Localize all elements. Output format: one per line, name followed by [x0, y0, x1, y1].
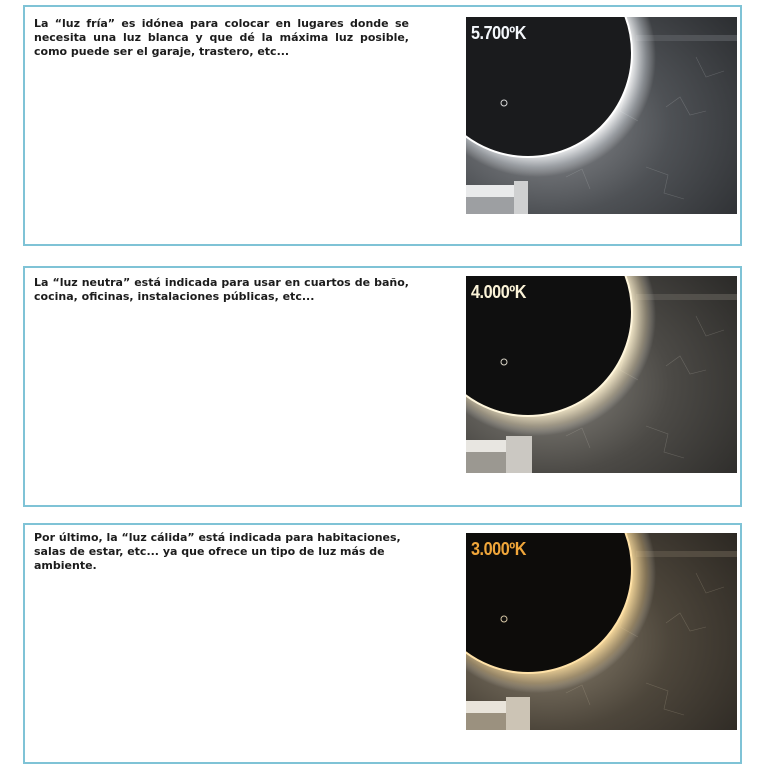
mirror-image: [466, 533, 737, 730]
card-description: La “luz neutra” está indicada para usar en cuartos de baño, cocina, oficinas, instalaciones públicas, etc...: [34, 276, 409, 303]
mirror-photo-cold: [466, 17, 737, 214]
light-info-card-warm: [23, 523, 742, 764]
color-temperature-label: 4.000ºK: [471, 282, 527, 302]
card-description: La “luz fría” es idónea para colocar en lugares donde se necesita una luz blanca y que dé la máxima luz posible, como puede ser el garaje, trastero, etc...: [34, 17, 409, 58]
mirror-image: [466, 276, 737, 473]
color-temperature-label: 5.700ºK: [471, 23, 527, 43]
mirror-photo-warm: [466, 533, 737, 730]
card-description: Por último, la “luz cálida” está indicada para habitaciones, salas de estar, etc... ya que ofrece un tipo de luz más de ambiente.: [34, 531, 401, 572]
mirror-photo-neutral: [466, 276, 737, 473]
mirror-image: [466, 17, 737, 214]
light-info-card-neutral: [23, 266, 742, 507]
color-temperature-label: 3.000ºK: [471, 539, 527, 559]
light-info-card-cold: [23, 5, 742, 246]
